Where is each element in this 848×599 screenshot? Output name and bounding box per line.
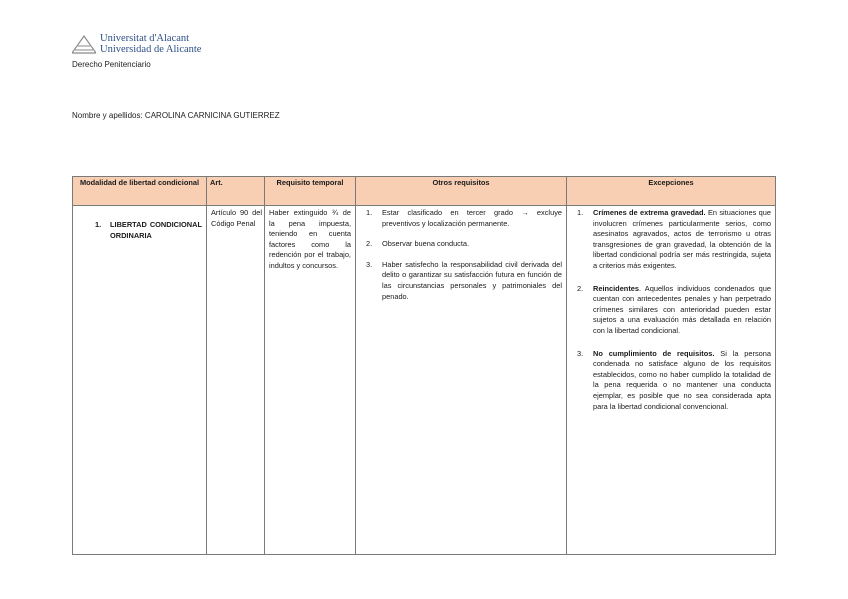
table-header-row [73,177,776,206]
cell-requisito-temporal: Haber extinguido ¾ de la pena impuesta, teniendo en cuenta factores como la redención por el trabajo, indultos y concursos. [265,206,356,555]
header-otros-requisitos: Otros requisitos [356,177,567,206]
header-modalidad: Modalidad de libertad condicional [73,177,207,206]
list-item: 1. Crímenes de extrema gravedad. En situaciones que involucren crímenes particularmente serios, como asesinatos agravados, actos de terrorismo u otras transgresiones de gran gravedad, la obtención de la libertad condicional podría ser más restringida, sujeta a criterios más exigentes. [577,208,771,270]
list-item: 3. Haber satisfecho la responsabilidad civil derivada del delito o garantizar su satisfacción futura en función de las circunstancias personales y patrimoniales del penado. [366,259,562,301]
institution-name-spanish: Universidad de Alicante [100,44,202,55]
student-name-line: Nombre y apellidos: CAROLINA CARNICINA GUTIERREZ [72,111,280,120]
institution-name-valencian: Universitat d'Alacant [100,33,190,44]
conditional-release-table [72,176,776,555]
modalidad-number: 1. [95,220,102,229]
list-item: 1. Estar clasificado en tercer grado → excluye preventivos y localización permanente. [366,208,562,228]
cell-otros-requisitos [356,206,567,555]
table-row [73,206,776,555]
list-item: 2. Reincidentes. Aquellos individuos condenados que cuentan con antecedentes penales y han perpetrado crímenes similares con anterioridad pueden estar sujetos a una evaluación más detallada en relación con la libertad condicional. [577,283,771,335]
university-logo [72,33,201,55]
cell-art: Artículo 90 del Código Penal [207,206,265,555]
cell-modalidad [73,206,207,555]
list-item: 3. No cumplimiento de requisitos. Si la persona condenada no satisface alguno de los requisitos establecidos, como no haber cumplido la totalidad de la pena requerida o no mantener una conducta ejemplar, es posible que no sea considerada apta para la libertad condicional convencional. [577,348,771,411]
modalidad-label: LIBERTAD CONDICIONAL ORDINARIA [110,220,202,240]
header-art: Art. [207,177,265,206]
list-item: 2. Observar buena conducta. [366,239,470,249]
cell-excepciones [567,206,776,555]
subject-title: Derecho Penitenciario [72,60,151,69]
header-requisito-temporal: Requisito temporal [265,177,356,206]
header-excepciones: Excepciones [567,177,776,206]
university-logo-icon [72,34,96,54]
